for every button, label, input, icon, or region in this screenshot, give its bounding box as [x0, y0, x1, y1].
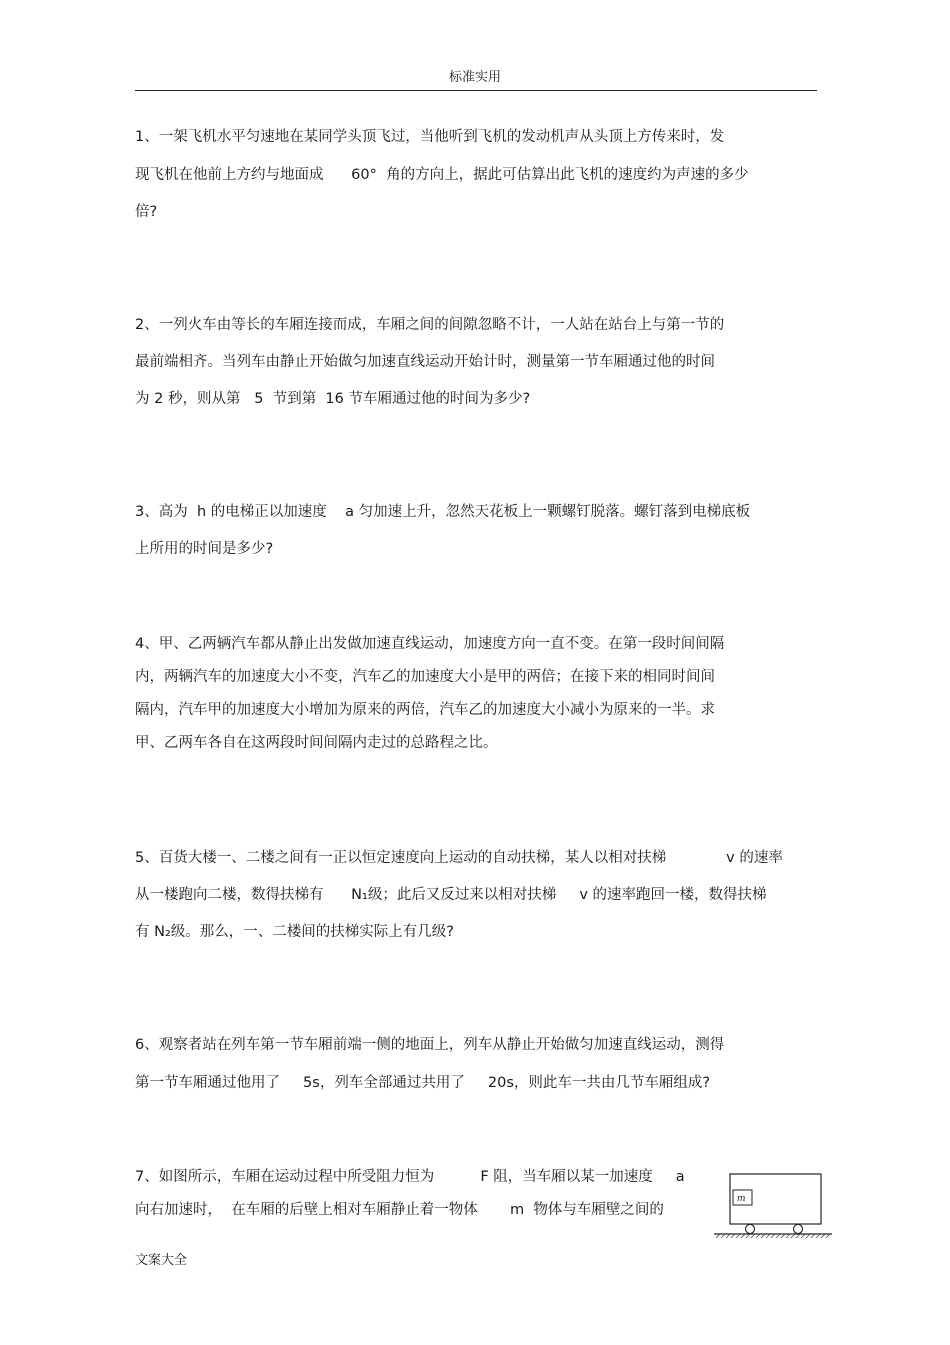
question-line: 最前端相齐。当列车由静止开始做匀加速直线运动开始计时，测量第一节车厢通过他的时间 — [135, 354, 715, 370]
mass-label: m — [737, 1194, 746, 1204]
question-line: 3、高为 h 的电梯正以加速度 a 匀加速上升，忽然天花板上一颗螺钉脱落。螺钉落到电梯底板 — [135, 504, 751, 520]
question-line: 甲、乙两车各自在这两段时间间隔内走过的总路程之比。 — [135, 735, 498, 751]
question-line: 有 N₂级。那么，一、二楼间的扶梯实际上有几级? — [135, 924, 454, 940]
question-line: 隔内，汽车甲的加速度大小增加为原来的两倍，汽车乙的加速度大小减小为原来的一半。求 — [135, 702, 715, 718]
page-header: 标准实用 — [448, 70, 501, 85]
question-line: 1、一架飞机水平匀速地在某同学头顶飞过，当他听到飞机的发动机声从头顶上方传来时，发 — [135, 129, 725, 145]
question-line: 4、甲、乙两辆汽车都从静止出发做加速直线运动，加速度方向一直不变。在第一段时间间隔 — [135, 636, 725, 652]
question-line: 2、一列火车由等长的车厢连接而成，车厢之间的间隙忽略不计，一人站在站台上与第一节的 — [135, 317, 725, 333]
wheel-left — [746, 1225, 755, 1234]
question-line: 从一楼跑向二楼，数得扶梯有 N₁级；此后又反过来以相对扶梯 v 的速率跑回一楼，数得扶梯 — [135, 887, 767, 903]
question-line: 上所用的时间是多少? — [135, 541, 274, 557]
header-rule — [135, 90, 817, 91]
question-line: 向右加速时， 在车厢的后壁上相对车厢静止着一物体 m 物体与车厢壁之间的 — [135, 1202, 664, 1218]
question-line: 倍? — [135, 204, 158, 220]
page-footer: 文案大全 — [135, 1253, 188, 1268]
question-line: 7、如图所示，车厢在运动过程中所受阻力恒为 F 阻，当车厢以某一加速度 a — [135, 1169, 685, 1185]
question-line: 第一节车厢通过他用了 5s，列车全部通过共用了 20s，则此车一共由几节车厢组成? — [135, 1075, 711, 1091]
carriage-diagram — [710, 1168, 836, 1246]
question-line: 6、观察者站在列车第一节车厢前端一侧的地面上，列车从静止开始做匀加速直线运动，测得 — [135, 1037, 725, 1053]
question-line: 内，两辆汽车的加速度大小不变，汽车乙的加速度大小是甲的两倍；在接下来的相同时间间 — [135, 669, 715, 685]
wheel-right — [794, 1225, 803, 1234]
question-line: 为 2 秒，则从第 5 节到第 16 节车厢通过他的时间为多少? — [135, 391, 531, 407]
question-line: 现飞机在他前上方约与地面成 60° 角的方向上，据此可估算出此飞机的速度约为声速的多少 — [135, 167, 749, 183]
question-line: 5、百货大楼一、二楼之间有一正以恒定速度向上运动的自动扶梯，某人以相对扶梯 v 的速率 — [135, 850, 783, 866]
